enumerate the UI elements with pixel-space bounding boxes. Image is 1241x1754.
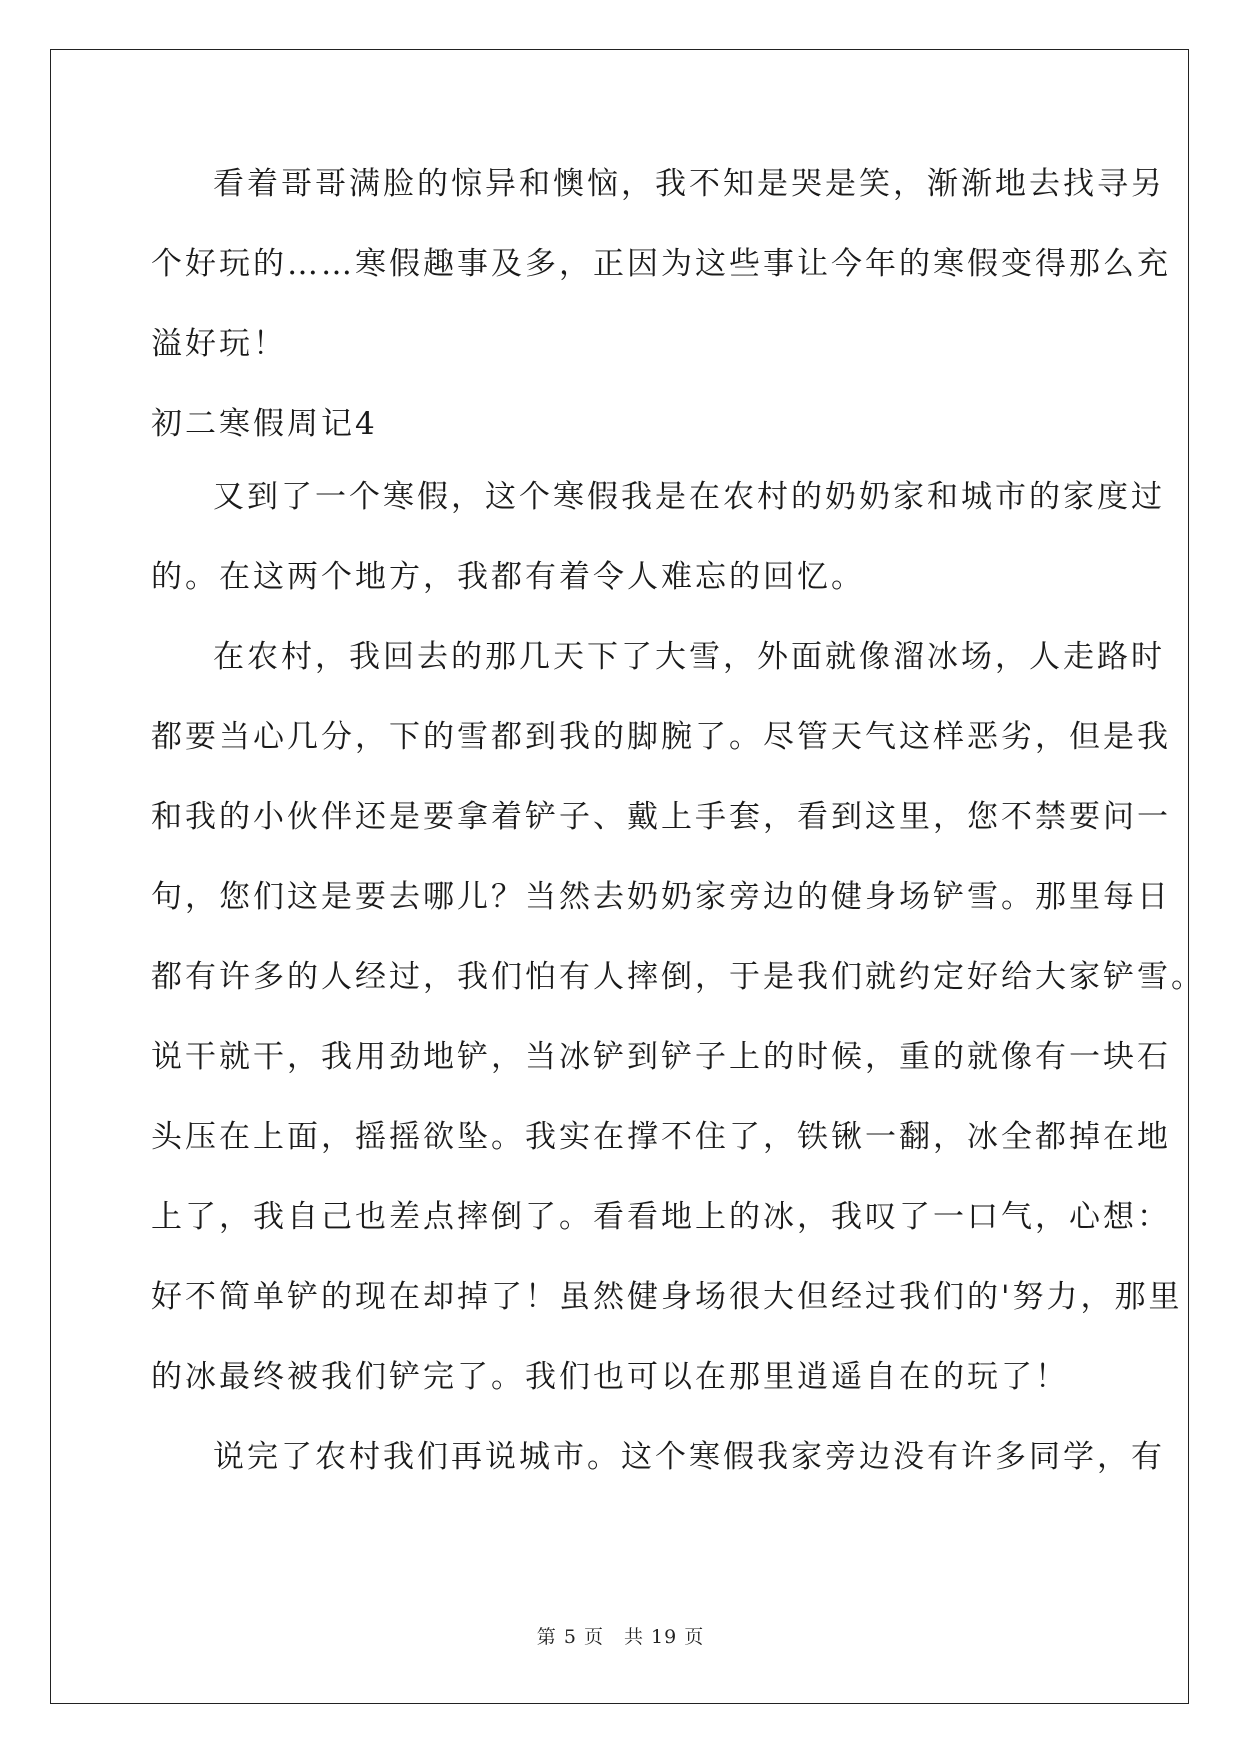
- paragraph-line: 说完了农村我们再说城市。这个寒假我家旁边没有许多同学，有: [213, 1439, 1165, 1475]
- paragraph-line: 的冰最终被我们铲完了。我们也可以在那里逍遥自在的玩了！: [151, 1359, 1069, 1395]
- paragraph-line: 上了，我自己也差点摔倒了。看看地上的冰，我叹了一口气，心想：: [151, 1199, 1171, 1235]
- paragraph-line: 好不简单铲的现在却掉了！虽然健身场很大但经过我们的'努力，那里: [151, 1279, 1183, 1315]
- paragraph-line: 个好玩的……寒假趣事及多，正因为这些事让今年的寒假变得那么充: [151, 246, 1171, 282]
- paragraph-line: 溢好玩！: [151, 326, 287, 362]
- paragraph-line: 的。在这两个地方，我都有着令人难忘的回忆。: [151, 559, 865, 595]
- paragraph-line: 说干就干，我用劲地铲，当冰铲到铲子上的时候，重的就像有一块石: [151, 1039, 1171, 1075]
- paragraph-line: 句，您们这是要去哪儿？当然去奶奶家旁边的健身场铲雪。那里每日: [151, 879, 1171, 915]
- paragraph-line: 在农村，我回去的那几天下了大雪，外面就像溜冰场，人走路时: [213, 639, 1165, 675]
- paragraph-line: 又到了一个寒假，这个寒假我是在农村的奶奶家和城市的家度过: [213, 479, 1165, 515]
- paragraph-line: 都有许多的人经过，我们怕有人摔倒，于是我们就约定好给大家铲雪。: [151, 959, 1205, 995]
- document-body: [151, 163, 1205, 1516]
- paragraph-line: 和我的小伙伴还是要拿着铲子、戴上手套，看到这里，您不禁要问一: [151, 799, 1171, 835]
- page-number: 第 5 页 共 19 页: [536, 1626, 705, 1648]
- paragraph-line: 看着哥哥满脸的惊异和懊恼，我不知是哭是笑，渐渐地去找寻另: [213, 166, 1165, 202]
- paragraph-line: 都要当心几分，下的雪都到我的脚腕了。尽管天气这样恶劣，但是我: [151, 719, 1171, 755]
- paragraph-line: 头压在上面，摇摇欲坠。我实在撑不住了，铁锹一翻，冰全都掉在地: [151, 1119, 1171, 1155]
- section-heading: 初二寒假周记4: [151, 406, 378, 442]
